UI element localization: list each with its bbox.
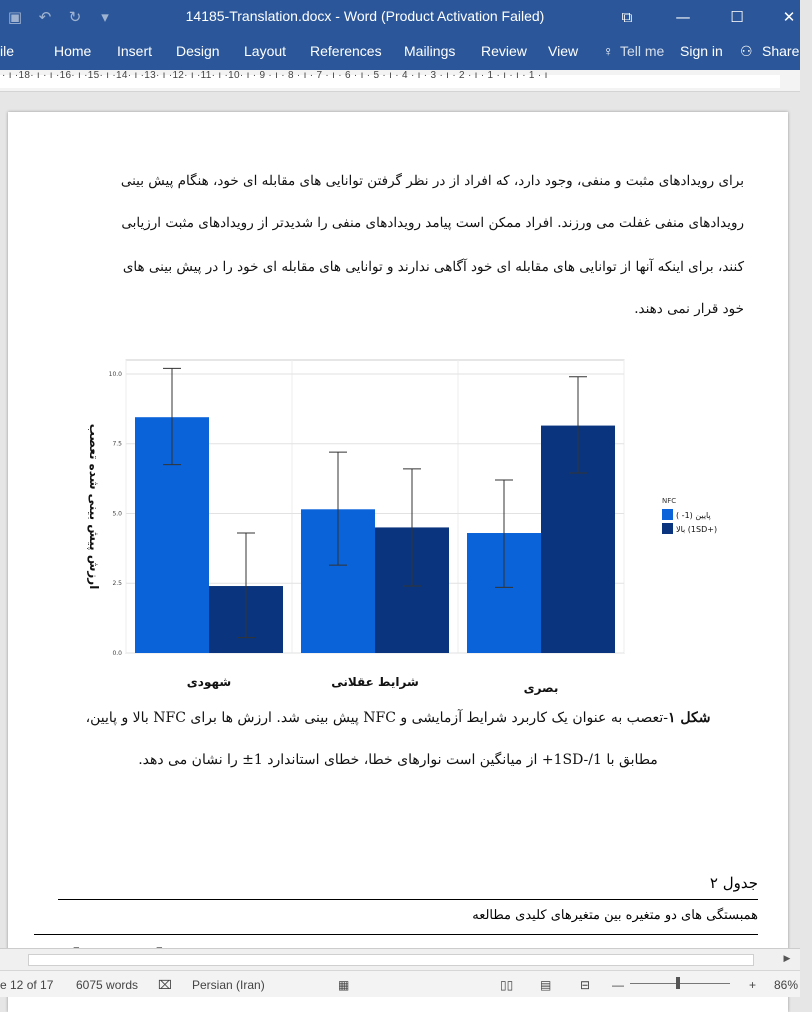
web-layout-icon[interactable]: ⊟ <box>580 978 591 992</box>
tab-review[interactable]: Review <box>481 43 527 59</box>
legend-title: NFC <box>662 497 677 505</box>
zoom-out-icon[interactable]: — <box>612 978 624 992</box>
x-tick-label: شهودی <box>186 675 232 689</box>
y-tick-label: 5.0 <box>112 510 122 518</box>
undo-icon[interactable]: ↶ <box>38 8 52 26</box>
tab-layout[interactable]: Layout <box>244 43 287 59</box>
y-tick-label: 2.5 <box>112 580 122 588</box>
bias-bar-chart[interactable] <box>74 348 718 723</box>
ruler-numbers: · ı ·18· ı · ı ·16· ı ·15· ı ·14· ı ·13· ı ·12· ı ·11· ı ·10· ı · 9 · ı · 8 · ı · 7 · ı · 6 · ı · 5 · ı · 4 · ı · 3 · ı · 2 · ı · 1 · ı · ı · 1 · ı <box>2 70 548 81</box>
sign-in-link[interactable]: Sign in <box>680 43 723 59</box>
legend-swatch <box>662 523 673 534</box>
page-indicator[interactable]: e 12 of 17 <box>0 978 54 992</box>
ribbon-display-icon[interactable]: ⧉ <box>621 8 633 26</box>
quick-access-toolbar <box>0 4 120 30</box>
scroll-right-icon[interactable]: ▶ <box>783 954 791 964</box>
figure-caption-text: -تعصب به عنوان یک کاربرد شرایط آزمایشی و NFC پیش بینی شد. ارزش ها برای NFC بالا و پایین، <box>85 710 668 726</box>
proofing-icon[interactable]: ⌧ <box>158 978 172 992</box>
horizontal-ruler[interactable] <box>0 70 800 92</box>
table-title[interactable]: جدول ۲ <box>709 874 758 892</box>
share-icon: ⚇ <box>740 43 753 59</box>
paragraph-line-1[interactable]: برای رویدادهای مثبت و منفی، وجود دارد، که افراد از در نظر گرفتن توانایی های مقابله ای خود، هنگام پیش بینی <box>120 173 744 189</box>
legend-swatch <box>662 509 673 520</box>
tab-insert[interactable]: Insert <box>117 43 153 59</box>
table-rule-top <box>58 899 758 900</box>
x-tick-label: شرایط عقلانی <box>331 675 419 689</box>
y-tick-label: 0.0 <box>112 650 122 657</box>
minimize-icon[interactable]: — <box>675 8 691 26</box>
horizontal-scrollbar[interactable] <box>0 948 800 970</box>
paragraph-line-3[interactable]: کنند، برای اینکه آنها از توانایی های مقابله ای خود آگاهی ندارند و توانایی های مقابله ای خود را در پیش بینی های <box>122 259 744 275</box>
paragraph-line-2[interactable]: رویدادهای منفی غفلت می ورزند. افراد ممکن است پیامد رویدادهای منفی را شدیدتر از رویدادهای مثبت ارزیابی <box>121 215 744 231</box>
tab-view[interactable]: View <box>548 43 579 59</box>
share-button[interactable]: Share <box>762 43 800 59</box>
zoom-level[interactable]: 86% <box>774 978 799 992</box>
maximize-icon[interactable]: ☐ <box>730 8 744 26</box>
figure-caption-label: شکل ۱ <box>667 710 711 726</box>
print-layout-icon[interactable]: ▤ <box>540 978 552 992</box>
figure-caption-line-2[interactable]: مطابق با 1SD-/1+ از میانگین است نوارهای خطا، خطای استاندارد 1± را نشان می دهد. <box>138 752 658 768</box>
macro-icon[interactable]: ▦ <box>338 978 350 992</box>
status-bar <box>0 970 800 997</box>
customize-icon[interactable]: ▾ <box>101 8 109 26</box>
legend-label: بالا (1SD+) <box>676 525 718 534</box>
zoom-slider-track[interactable] <box>630 983 730 984</box>
x-tick-label: بصری <box>523 681 559 695</box>
language-indicator[interactable]: Persian (Iran) <box>192 978 265 992</box>
y-tick-label: 7.5 <box>112 440 122 448</box>
scrollbar-track[interactable] <box>28 954 754 966</box>
close-icon[interactable]: ✕ <box>782 8 796 26</box>
word-count[interactable]: 6075 words <box>76 978 139 992</box>
paragraph-line-4[interactable]: خود قرار نمی دهند. <box>634 301 744 317</box>
tab-file[interactable]: ile <box>0 43 15 59</box>
document-canvas[interactable] <box>0 92 800 948</box>
zoom-slider-thumb[interactable] <box>676 977 680 989</box>
legend-label: پایین (1- ) <box>676 511 711 520</box>
tab-references[interactable]: References <box>310 43 382 59</box>
table-subtitle[interactable]: همبستگی های دو متغیره بین متغیرهای کلیدی مطالعه <box>472 908 758 923</box>
tab-design[interactable]: Design <box>176 43 220 59</box>
document-page[interactable] <box>8 112 788 1012</box>
window-title: 14185-Translation.docx - Word (Product Activation Failed) <box>185 8 545 24</box>
tab-mailings[interactable]: Mailings <box>404 43 456 59</box>
read-mode-icon[interactable]: ▯▯ <box>500 978 514 992</box>
tell-me-box[interactable]: Tell me <box>620 43 665 59</box>
figure-caption-line-1[interactable] <box>48 710 748 726</box>
table-rule-mid <box>34 934 758 935</box>
zoom-in-icon[interactable]: + <box>749 978 757 992</box>
title-bar <box>0 0 800 34</box>
tab-home[interactable]: Home <box>54 43 92 59</box>
redo-icon[interactable]: ↻ <box>68 8 82 26</box>
ribbon-tabs <box>0 34 800 70</box>
y-axis-label: ارزش پیش بینی شده تعصب <box>87 423 101 590</box>
save-icon[interactable]: ▣ <box>7 8 23 26</box>
lightbulb-icon: ♀ <box>603 43 614 59</box>
y-tick-label: 10.0 <box>108 370 122 378</box>
